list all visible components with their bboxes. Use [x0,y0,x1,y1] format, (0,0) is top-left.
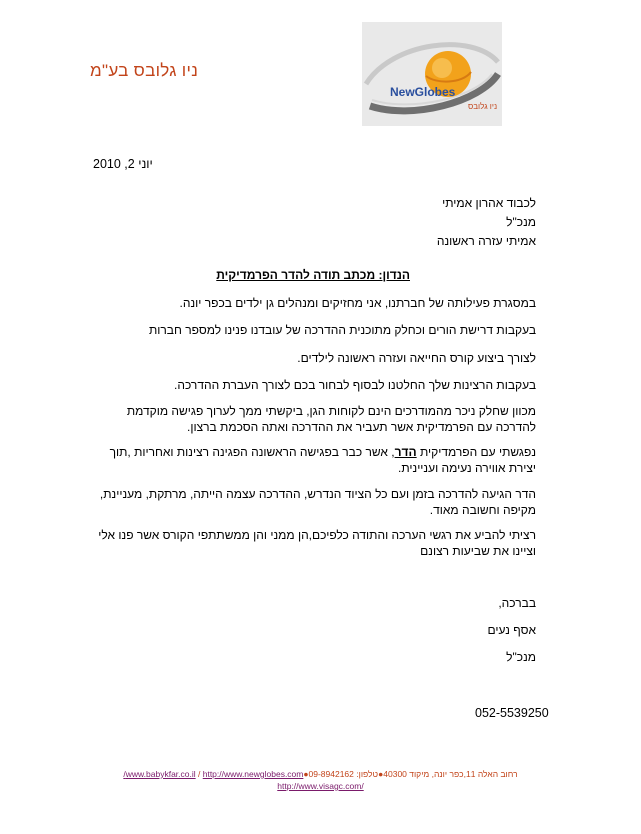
recipient-company: אמיתי עזרה ראשונה [436,234,536,248]
phone-number: 052-5539250 [475,706,549,720]
body-paragraph: מכוון שחלק ניכר מהמודרכים הינם לקוחות הגן, ביקשתי ממך לערוך פגישה מוקדמת להדרכה עם הפרמדיקית אשר תעביר את ההדרכה ואתה הסכמת ברצון. [126,404,536,434]
company-name: ניו גלובס בע"מ [90,61,199,80]
footer-link-visagc[interactable]: http://www.visagc.com/ [277,781,364,791]
paramedic-name: הדר [394,445,417,459]
footer-link-newglobes[interactable]: http://www.newglobes.com/ [123,769,304,779]
body-paragraph: בעקבות דרישת הורים וכחלק מתוכנית ההדרכה של עובדנו פנינו למספר חברות [148,323,536,337]
body-paragraph: רציתי להביע את רגשי הערכה והתודה כלפיכם,הן ממני והן ממשתתפי הקורס אשר פנו אלי וציינו את שביעות רצונם [98,528,536,558]
signer-title: מנכ"ל [506,650,536,664]
footer-link-babykfar[interactable]: www.babykfar.co.il [125,769,196,779]
footer-address: רחוב האלה 11,כפר יונה, מיקוד 40300 [383,769,518,779]
p6-before: נפגשתי עם הפרמדיקית [416,445,536,459]
body-paragraph: לצורך ביצוע קורס החייאה ועזרה ראשונה לילדים. [297,351,536,365]
logo-brand-text: NewGlobes [390,85,456,99]
body-paragraph: בעקבות הרצינות שלך החלטנו לבסוף לבחור בכם לצורך העברת ההדרכה. [174,378,536,392]
recipient-block [276,194,536,251]
closing-block [336,596,536,677]
subject-line: הנדון: מכתב תודה להדר הפרמדיקית [216,268,410,282]
p6-after: , אשר כבר בפגישה הראשונה הפגינה רצינות ואחריות ,תוך יצירת אווירה נעימה ועניינית. [109,445,536,475]
logo-hebrew-text: ניו גלובס [468,102,498,111]
signer-name: אסף נעים [487,623,536,637]
closing-greeting: בברכה, [498,596,536,610]
footer: רחוב האלה 11,כפר יונה, מיקוד 40300●טלפון: 09-8942162●www.babykfar.co.il / http://www.newglobes.com/ http://www.visagc.com/ [123,769,518,791]
letter-date: יוני 2, 2010 [93,157,153,171]
newglobes-logo [362,22,502,126]
body-paragraph: הדר הגיעה להדרכה בזמן ועם כל הציוד הנדרש, ההדרכה עצמה הייתה, מרתקת, מעניינת, מקיפה וחשובה מאוד. [99,487,536,517]
recipient-title: מנכ"ל [506,215,536,229]
body-paragraph: במסגרת פעילותה של חברתנו, אני מחזיקים ומנהלים גן ילדים בכפר יונה. [179,296,536,310]
body-paragraph [98,445,536,476]
footer-phone: טלפון: 09-8942162 [308,769,379,779]
recipient-name: לכבוד אהרון אמיתי [442,196,536,210]
